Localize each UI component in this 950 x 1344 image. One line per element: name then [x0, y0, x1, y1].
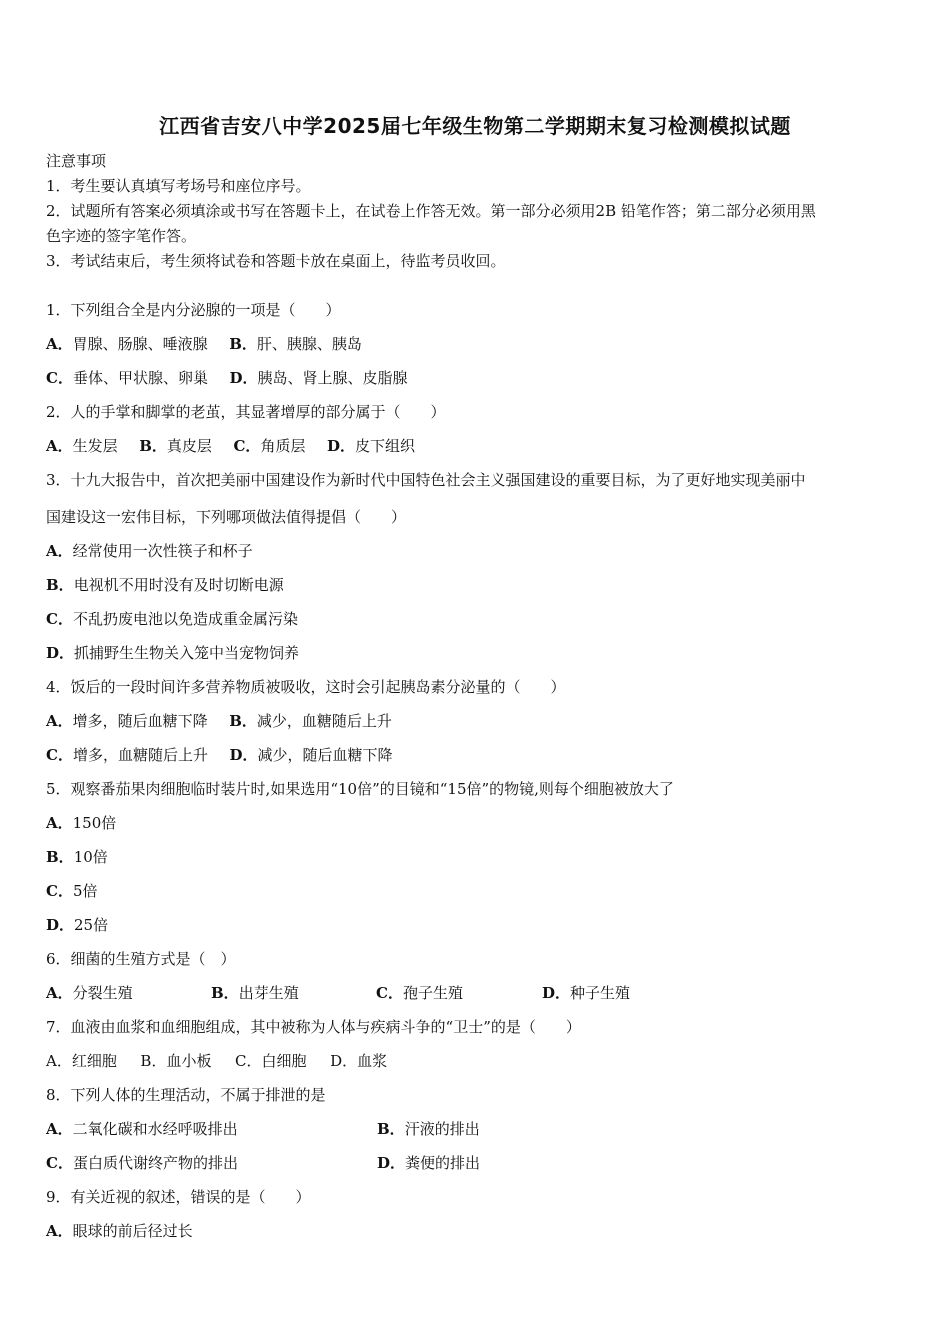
question-stem: 9．有关近视的叙述，错误的是（ ） — [46, 1188, 311, 1206]
option-text: 粪便的排出 — [405, 1154, 481, 1172]
option-row — [46, 574, 284, 596]
page-title: 江西省吉安八中学2025届七年级生物第二学期期末复习检测模拟试题 — [159, 114, 791, 138]
notice-heading: 注意事项 — [46, 152, 107, 170]
option-label: C． — [233, 437, 261, 455]
option-label: D． — [46, 644, 75, 662]
option-text: 垂体、甲状腺、卵巢 — [72, 369, 208, 387]
option-label: B． — [211, 984, 239, 1002]
option-label: B． — [229, 712, 257, 730]
option-row — [46, 1220, 193, 1242]
option-label: A． — [46, 814, 73, 832]
option-label: B． — [229, 335, 257, 353]
option-label: C． — [46, 610, 73, 628]
option-label: B． — [139, 437, 167, 455]
option-text: 增多，血糖随后上升 — [72, 746, 208, 764]
option-text: 增多，随后血糖下降 — [72, 712, 208, 730]
question-stem: 4．饭后的一段时间许多营养物质被吸收，这时会引起胰岛素分泌量的（ ） — [46, 678, 566, 696]
question-stem: 6．细菌的生殖方式是（ ） — [46, 950, 236, 968]
option-label: B． — [46, 576, 74, 594]
option-text: 皮下组织 — [355, 437, 416, 455]
option-row — [46, 710, 392, 732]
option-text: 减少，随后血糖下降 — [257, 746, 393, 764]
option-text: 分裂生殖 — [72, 984, 133, 1002]
option-label: B． — [46, 848, 74, 866]
option-text: 血浆 — [357, 1052, 388, 1070]
option-label: C． — [46, 882, 73, 900]
question-stem: 8．下列人体的生理活动，不属于排泄的是 — [46, 1086, 326, 1104]
option-row — [46, 333, 362, 355]
option-row — [46, 608, 298, 630]
option-text: 孢子生殖 — [402, 984, 463, 1002]
option-text: 蛋白质代谢终产物的排出 — [72, 1154, 238, 1172]
option-text: 真皮层 — [166, 437, 212, 455]
option-row — [46, 880, 98, 902]
option-text: 经常使用一次性筷子和杯子 — [72, 542, 253, 560]
option-text: 种子生殖 — [570, 984, 631, 1002]
option-text: 肝、胰腺、胰岛 — [256, 335, 362, 353]
option-label: B． — [140, 1052, 167, 1070]
option-row — [46, 1152, 480, 1174]
option-label: D． — [229, 746, 258, 764]
option-row — [46, 540, 253, 562]
option-label: C． — [376, 984, 403, 1002]
option-text: 二氧化碳和水经呼吸排出 — [72, 1120, 238, 1138]
option-row — [46, 1118, 480, 1140]
option-label: C． — [46, 369, 73, 387]
option-text: 电视机不用时没有及时切断电源 — [73, 576, 284, 594]
question-stem: 2．人的手掌和脚掌的老茧，其显著增厚的部分属于（ ） — [46, 403, 446, 421]
option-row — [46, 846, 108, 868]
option-label: C． — [46, 1154, 73, 1172]
option-label: A． — [46, 335, 73, 353]
option-label: D． — [229, 369, 258, 387]
option-row — [46, 367, 408, 389]
option-label: D． — [327, 437, 356, 455]
option-label: A． — [46, 1120, 73, 1138]
option-text: 胰岛、肾上腺、皮脂腺 — [257, 369, 408, 387]
option-text: 白细胞 — [261, 1052, 307, 1070]
option-text: 150倍 — [72, 814, 117, 832]
option-label: A． — [46, 437, 73, 455]
option-label: A． — [46, 984, 73, 1002]
option-text: 不乱扔废电池以免造成重金属污染 — [72, 610, 298, 628]
option-label: A． — [46, 542, 73, 560]
question-stem: 7．血液由血浆和血细胞组成，其中被称为人体与疾病斗争的“卫士”的是（ ） — [46, 1018, 581, 1036]
option-label: D． — [330, 1052, 358, 1070]
notice-item: 1．考生要认真填写考场号和座位序号。 — [46, 177, 311, 195]
option-text: 抓捕野生生物关入笼中当宠物饲养 — [74, 644, 300, 662]
option-row — [46, 435, 415, 457]
option-row — [46, 642, 299, 664]
option-row — [46, 982, 630, 1004]
option-text: 红细胞 — [71, 1052, 117, 1070]
option-text: 出芽生殖 — [238, 984, 299, 1002]
notice-item: 色字迹的签字笔作答。 — [46, 227, 197, 245]
option-text: 10倍 — [73, 848, 108, 866]
notice-item: 3．考试结束后，考生须将试卷和答题卡放在桌面上，待监考员收回。 — [46, 252, 506, 270]
option-text: 5倍 — [72, 882, 98, 900]
option-label: C． — [46, 746, 73, 764]
question-stem: 3．十九大报告中，首次把美丽中国建设作为新时代中国特色社会主义强国建设的重要目标，为了更好地实现美丽中 — [46, 471, 806, 489]
option-text: 角质层 — [260, 437, 306, 455]
option-label: A． — [46, 1052, 72, 1070]
notice-item: 2．试题所有答案必须填涂或书写在答题卡上，在试卷上作答无效。第一部分必须用2B 铅笔作答；第二部分必须用黑 — [46, 202, 816, 220]
option-text: 眼球的前后径过长 — [72, 1222, 193, 1240]
question-stem: 5．观察番茄果肉细胞临时装片时,如果选用“10倍”的目镜和“15倍”的物镜,则每个细胞被放大了 — [46, 780, 674, 798]
option-text: 25倍 — [74, 916, 109, 934]
option-label: A． — [46, 1222, 73, 1240]
question-stem: 1．下列组合全是内分泌腺的一项是（ ） — [46, 301, 341, 319]
option-text: 生发层 — [72, 437, 118, 455]
option-text: 胃腺、肠腺、唾液腺 — [72, 335, 208, 353]
option-row — [46, 812, 116, 834]
option-label: C． — [235, 1052, 262, 1070]
question-stem: 国建设这一宏伟目标，下列哪项做法值得提倡（ ） — [46, 508, 407, 526]
option-label: D． — [46, 916, 75, 934]
option-label: D． — [542, 984, 571, 1002]
option-text: 减少，血糖随后上升 — [256, 712, 392, 730]
option-label: A． — [46, 712, 73, 730]
option-row — [46, 744, 393, 766]
option-row — [46, 914, 108, 936]
option-label: B． — [377, 1120, 405, 1138]
option-text: 汗液的排出 — [404, 1120, 480, 1138]
option-label: D． — [377, 1154, 406, 1172]
option-row — [46, 1050, 387, 1072]
option-text: 血小板 — [166, 1052, 212, 1070]
